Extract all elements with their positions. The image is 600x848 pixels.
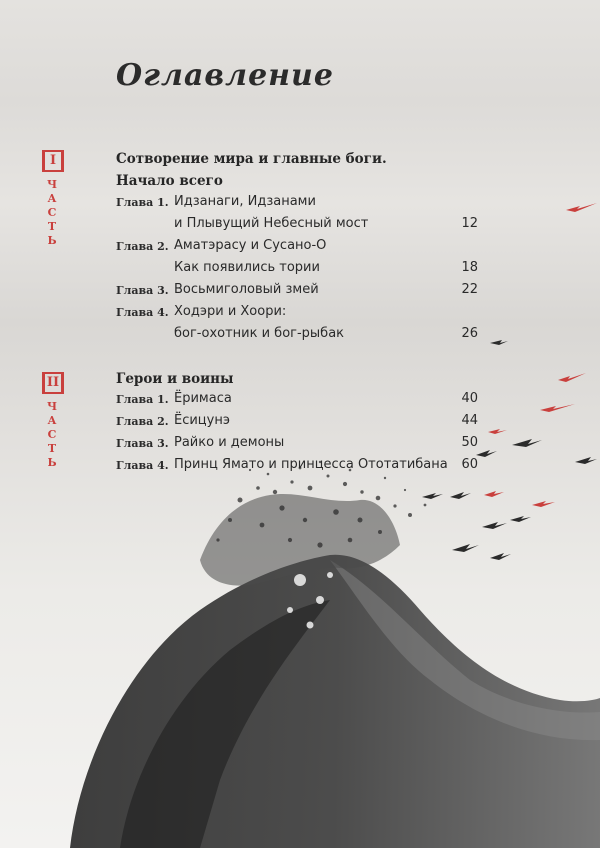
page-number: 12 [461,216,478,231]
page-number: 60 [461,457,478,472]
part-1-marker [42,150,62,248]
chapter-label: Глава 2. [116,240,169,253]
toc-entry-1-1[interactable] [116,193,486,215]
toc-entry-2-4[interactable] [116,456,486,478]
toc-entry-1-4-cont[interactable] [116,325,486,347]
chapter-title: Аматэрасу и Сусано-О [174,238,327,253]
toc-entry-1-2[interactable] [116,237,486,259]
toc-entry-2-3[interactable] [116,434,486,456]
toc-entry-1-4[interactable] [116,303,486,325]
page-number: 26 [461,326,478,341]
part-2-title: Герои и воины [116,371,234,387]
part-2-numeral: II [42,372,64,394]
part-1-word: Ч А С Т Ь [46,178,58,247]
chapter-title: Как появились тории [174,260,320,275]
page-number: 22 [461,282,478,297]
chapter-label: Глава 3. [116,437,169,450]
toc-entry-1-3[interactable] [116,281,486,303]
chapter-title: Ёсицунэ [174,413,230,428]
chapter-title: Ходэри и Хоори: [174,304,287,319]
chapter-label: Глава 3. [116,284,169,297]
toc-entry-2-1[interactable] [116,390,486,412]
toc-entry-1-2-cont[interactable] [116,259,486,281]
part-1-numeral: I [42,150,64,172]
chapter-title: Ёримаса [174,391,232,406]
chapter-title: Идзанаги, Идзанами [174,194,316,209]
chapter-title: Райко и демоны [174,435,285,450]
page-number: 18 [461,260,478,275]
toc-entry-1-1-cont[interactable] [116,215,486,237]
part-1-title-line-1: Сотворение мира и главные боги. [116,151,387,167]
chapter-title: бог-охотник и бог-рыбак [174,326,345,341]
page-number: 50 [461,435,478,450]
chapter-title: Принц Ямато и принцесса Ототатибана [174,457,448,472]
part-2-word: Ч А С Т Ь [46,400,58,469]
page-number: 40 [461,391,478,406]
chapter-label: Глава 2. [116,415,169,428]
chapter-label: Глава 4. [116,459,169,472]
chapter-label: Глава 4. [116,306,169,319]
chapter-label: Глава 1. [116,393,169,406]
chapter-title: Восьмиголовый змей [174,282,319,297]
page-title: Оглавление [116,58,334,93]
page-number: 44 [461,413,478,428]
chapter-label: Глава 1. [116,196,169,209]
part-2-marker [42,372,62,470]
toc-entry-2-2[interactable] [116,412,486,434]
part-1-title-line-2: Начало всего [116,173,223,189]
chapter-title: и Плывущий Небесный мост [174,216,369,231]
